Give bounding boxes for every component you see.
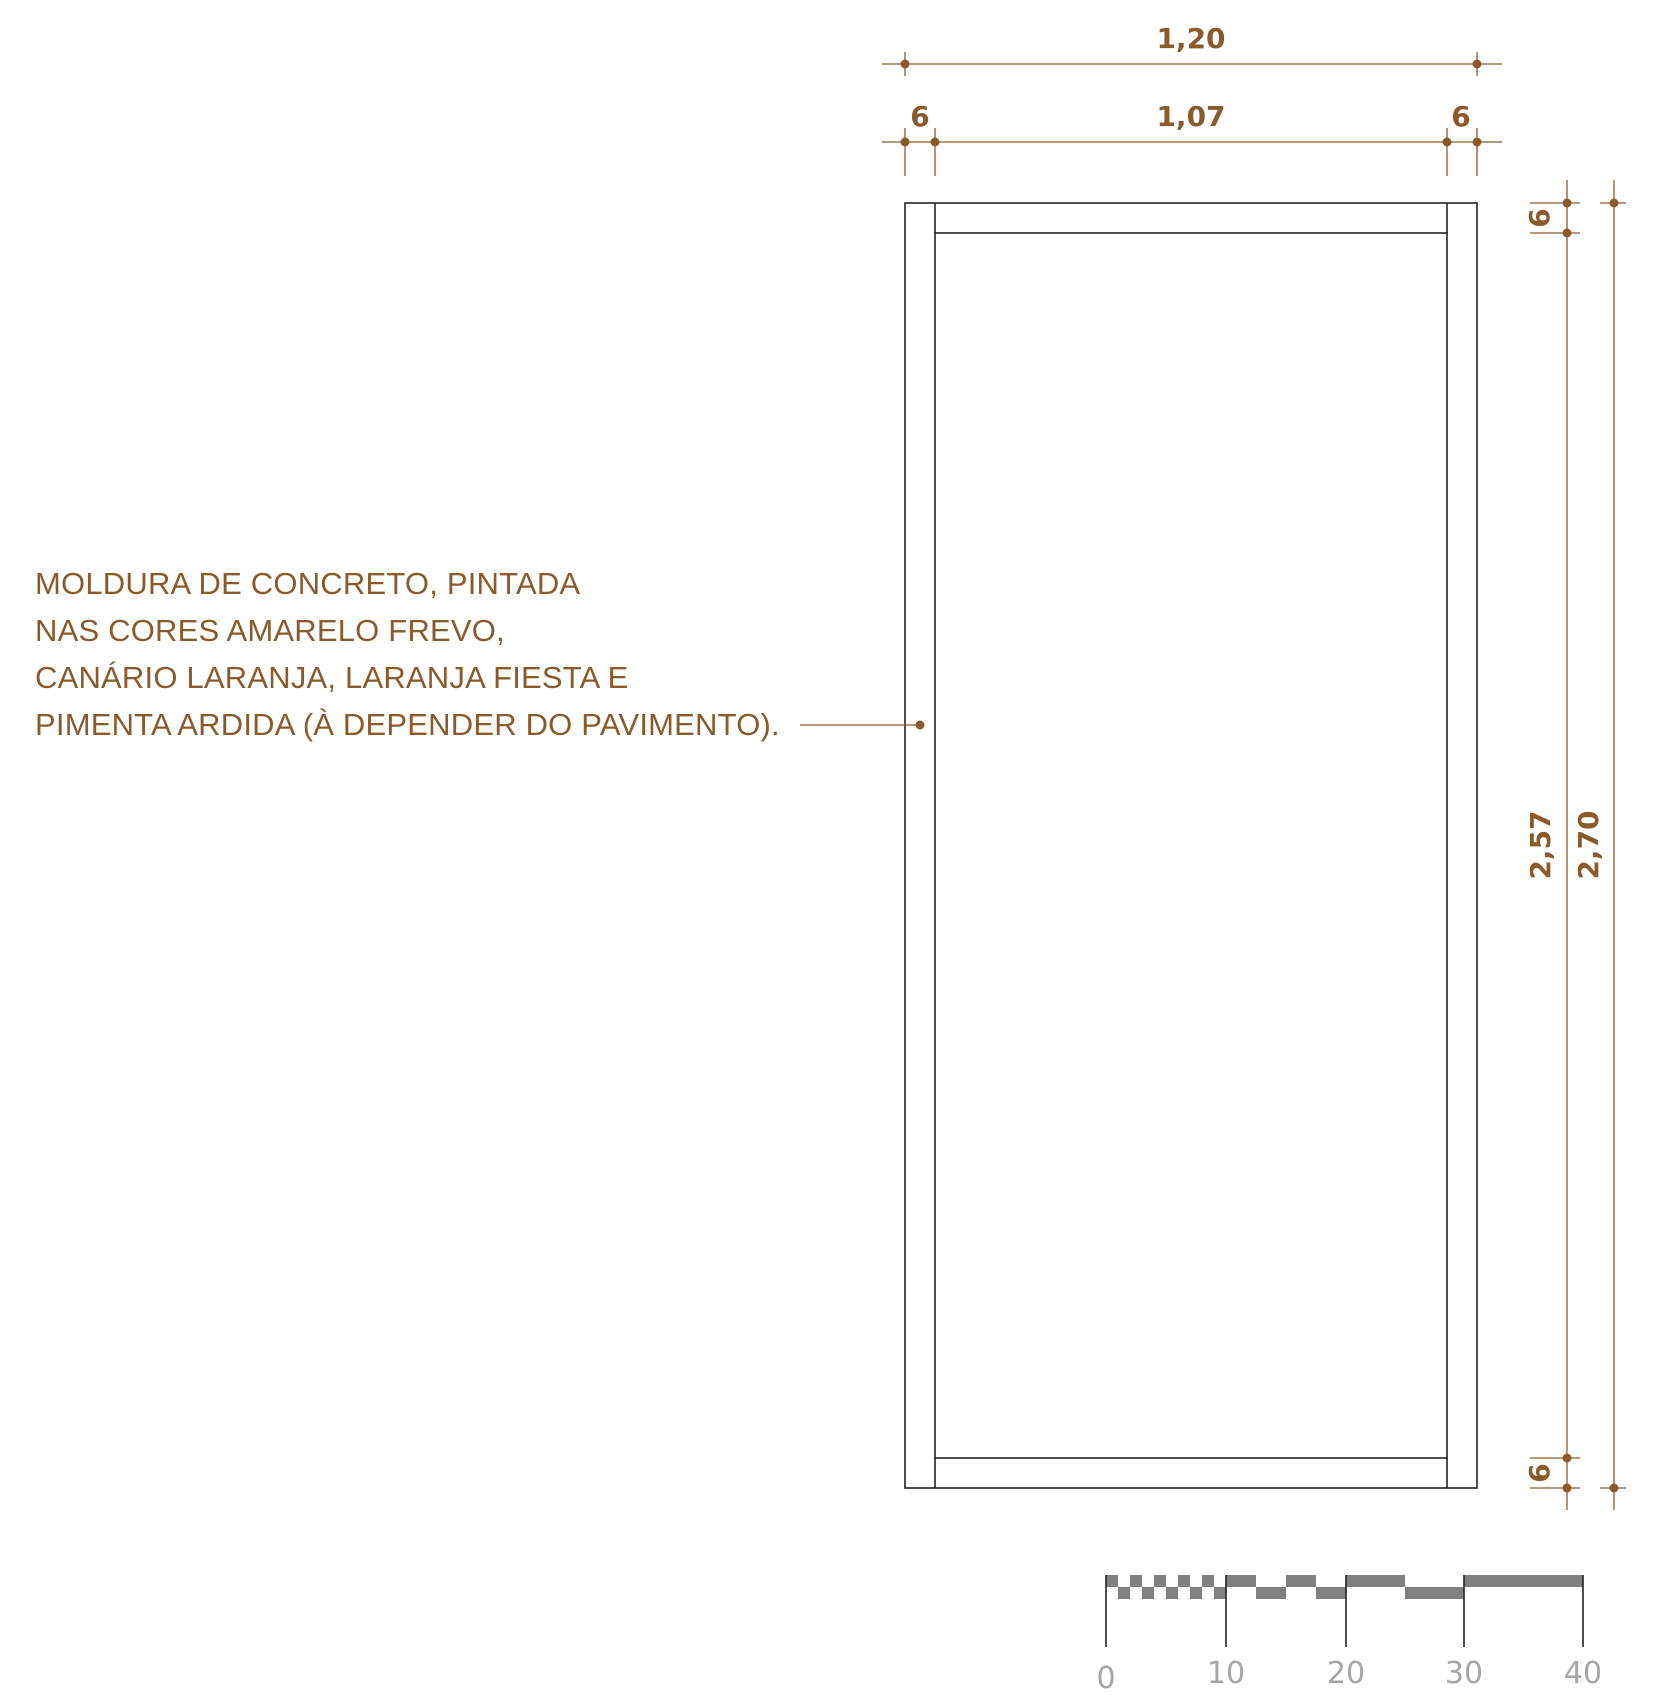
dimension-tick — [1610, 199, 1619, 208]
dimension-tick — [931, 138, 940, 147]
right-border-label: 6 — [1451, 100, 1471, 133]
bottom-border-label: 6 — [1523, 1463, 1556, 1483]
frame-inner-edge — [935, 233, 1447, 1458]
dimension-tick — [1610, 1484, 1619, 1493]
dimension-tick — [1443, 138, 1452, 147]
frame-outline — [905, 203, 1477, 1488]
left-border-label: 6 — [910, 100, 930, 133]
scale-label-20: 20 — [1326, 1656, 1366, 1691]
leader-dot — [916, 721, 925, 730]
overall-height-label: 2,70 — [1572, 810, 1605, 880]
overall-width-label: 1,20 — [1156, 22, 1226, 55]
dimension-tick — [1473, 138, 1482, 147]
dimension-tick — [901, 138, 910, 147]
material-note-line-4: PIMENTA ARDIDA (À DEPENDER DO PAVIMENTO). — [35, 707, 780, 742]
material-note-line-3: CANÁRIO LARANJA, LARANJA FIESTA E — [35, 660, 629, 695]
dimension-tick — [1473, 60, 1482, 69]
dimension-tick — [1563, 1454, 1572, 1463]
scale-label-0: 0 — [1096, 1661, 1116, 1696]
dimension-inner-width — [882, 128, 1502, 176]
material-note — [35, 560, 780, 748]
annotation-leader — [800, 721, 925, 730]
scale-bar — [1096, 1575, 1602, 1696]
dimension-tick — [1563, 229, 1572, 238]
inner-height-label: 2,57 — [1524, 810, 1557, 880]
scale-label-10: 10 — [1206, 1656, 1246, 1691]
dimension-overall-width — [882, 52, 1502, 76]
frame-outer-edge — [905, 203, 1477, 1488]
top-border-label: 6 — [1523, 208, 1556, 228]
scale-label-30: 30 — [1444, 1656, 1484, 1691]
dimension-tick — [901, 60, 910, 69]
material-note-line-2: NAS CORES AMARELO FREVO, — [35, 613, 505, 648]
material-note-line-1: MOLDURA DE CONCRETO, PINTADA — [35, 566, 581, 601]
scale-label-40: 40 — [1563, 1656, 1603, 1691]
dimension-tick — [1563, 199, 1572, 208]
inner-width-label: 1,07 — [1156, 100, 1226, 133]
dimension-tick — [1563, 1484, 1572, 1493]
